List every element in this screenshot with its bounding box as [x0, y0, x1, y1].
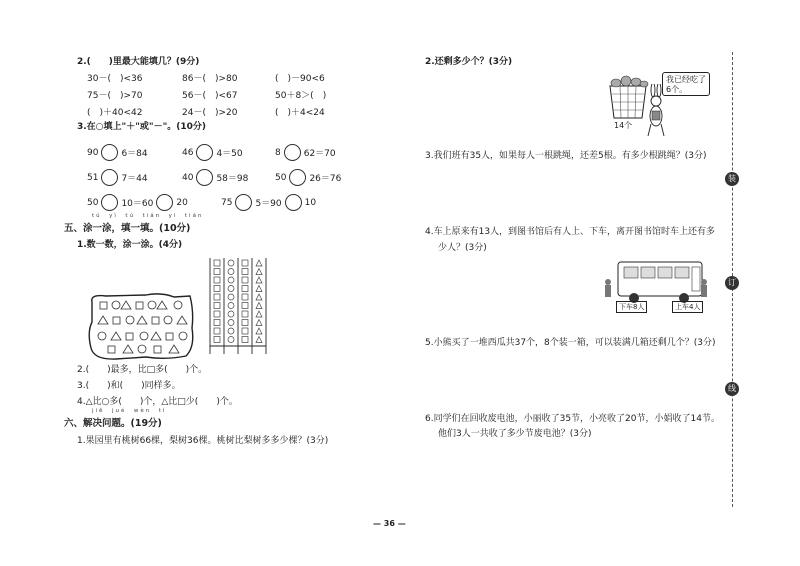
q3-left-num: 90	[87, 147, 99, 158]
operator-circle[interactable]	[196, 169, 213, 186]
q2-item[interactable]: 24－( )>20	[182, 108, 238, 118]
q2-item[interactable]: 50＋8＞( )	[275, 91, 327, 101]
count-cell	[242, 328, 248, 334]
count-cell	[242, 311, 248, 317]
page-number: — 36 —	[373, 519, 406, 528]
bus-label-off: 下车8人	[616, 301, 647, 313]
operator-circle[interactable]	[156, 194, 173, 211]
q3-expr: 4＝50	[216, 149, 243, 159]
q2-item[interactable]: 86－( )>80	[182, 74, 238, 84]
count-cell	[228, 328, 234, 334]
operator-circle[interactable]	[289, 169, 306, 186]
q3-grid	[87, 140, 341, 215]
operator-circle[interactable]	[101, 144, 118, 161]
speech-bubble	[662, 72, 710, 96]
count-cell	[256, 320, 262, 326]
r-q3: 3.我们班有35人，如果每人一根跳绳，还差5根。有多少根跳绳？(3分)	[425, 151, 707, 161]
count-cell	[242, 294, 248, 300]
q3-expr: 62＝70	[303, 149, 336, 159]
q3-expr: 10＝60	[121, 199, 154, 209]
q2-item[interactable]: 56－( )<67	[182, 91, 238, 101]
q3-left-num: 75	[221, 197, 233, 208]
count-cell	[228, 286, 234, 292]
q3-title: 3.在○填上"＋"或"－"。(10分)	[77, 122, 207, 132]
speech-bubble-text: 我已经吃了6个。	[666, 75, 706, 94]
sec6-title: 六、解决问题。(19分)	[64, 418, 162, 429]
r-q2: 2.还剩多少个？(3分)	[425, 57, 513, 67]
count-cell	[256, 328, 262, 334]
q3-right-num: 20	[176, 197, 188, 208]
q3-left-num: 46	[182, 147, 194, 158]
count-cell	[214, 328, 220, 334]
q2-item[interactable]: ( )＋40<42	[87, 108, 143, 118]
count-cell	[242, 337, 248, 343]
r-q5: 5.小熊买了一堆西瓜共37个，8个装一箱，可以装满几箱还剩几个？(3分)	[425, 338, 716, 348]
q2-grid	[87, 69, 326, 120]
q3-left-num: 50	[87, 197, 99, 208]
q2-item[interactable]: 75－( )>70	[87, 91, 143, 101]
count-cell	[256, 294, 262, 300]
sec6-q1: 1.果园里有桃树66棵，梨树36棵。桃树比梨树多多少棵？(3分)	[77, 436, 329, 446]
bus-label-on: 上车4人	[672, 301, 703, 313]
sec5-pinyin: tú yì tú tián yi tián	[92, 213, 204, 219]
binding-mark: 线	[725, 382, 739, 396]
operator-circle[interactable]	[235, 194, 252, 211]
count-cell	[242, 303, 248, 309]
count-cell	[228, 337, 234, 343]
q3-expr: 5＝90	[255, 199, 282, 209]
q2-item[interactable]: 30－( )<36	[87, 74, 143, 84]
count-cell	[256, 277, 262, 283]
count-cell	[242, 286, 248, 292]
r-q4-line1: 4.车上原来有13人，到图书馆后有人上、下车，离开图书馆时车上还有多	[425, 227, 716, 237]
count-cell	[256, 337, 262, 343]
count-cell	[228, 277, 234, 283]
count-cell	[228, 320, 234, 326]
r-q6-line1: 6.同学们在回收废电池，小丽收了35节，小亮收了20节，小娟收了14节。	[425, 414, 720, 424]
count-cell	[214, 303, 220, 309]
sec5-q1: 1.数一数，涂一涂。(4分)	[77, 240, 183, 250]
count-cell	[242, 320, 248, 326]
count-cell	[214, 320, 220, 326]
count-cell	[214, 337, 220, 343]
count-cell	[228, 294, 234, 300]
operator-circle[interactable]	[196, 144, 213, 161]
binding-mark: 装	[725, 172, 739, 186]
count-cell	[214, 286, 220, 292]
sec5-q2: 2.( )最多，比□多( )个。	[77, 365, 208, 375]
count-cell	[256, 269, 262, 275]
count-cell	[214, 311, 220, 317]
operator-circle[interactable]	[284, 144, 301, 161]
counting-columns	[208, 256, 270, 356]
count-cell	[242, 277, 248, 283]
operator-circle[interactable]	[285, 194, 302, 211]
q2-title: 2.( )里最大能填几？(9分)	[77, 57, 200, 67]
count-cell	[256, 286, 262, 292]
count-cell	[256, 303, 262, 309]
q2-item[interactable]: ( )＋4<24	[275, 108, 325, 118]
q3-expr: 58＝98	[216, 174, 249, 184]
sec5-q3: 3.( )和( )同样多。	[77, 381, 181, 391]
q3-right-num: 10	[304, 197, 317, 208]
sec6-pinyin: jiě jué wèn tí	[92, 408, 167, 414]
count-cell	[214, 277, 220, 283]
basket-label: 14个	[614, 121, 633, 130]
count-cell	[214, 294, 220, 300]
count-cell	[242, 269, 248, 275]
q3-left-num: 8	[275, 147, 281, 158]
shapes-blob	[86, 292, 196, 362]
count-cell	[256, 311, 262, 317]
sec5-title: 五、涂一涂，填一填。(10分)	[64, 223, 191, 234]
sec5-q4: 4.△比○多( )个，△比□少( )个。	[77, 397, 238, 407]
count-cell	[256, 260, 262, 266]
q3-left-num: 50	[275, 172, 287, 183]
operator-circle[interactable]	[101, 194, 118, 211]
q3-expr: 7＝44	[121, 174, 148, 184]
r-q6-line2: 他们3人一共收了多少节废电池？(3分)	[438, 429, 592, 439]
count-cell	[228, 269, 234, 275]
binding-mark: 订	[725, 276, 739, 290]
count-cell	[214, 269, 220, 275]
count-cell	[214, 260, 220, 266]
q3-expr: 26＝76	[309, 174, 342, 184]
operator-circle[interactable]	[101, 169, 118, 186]
count-cell	[228, 260, 234, 266]
q3-left-num: 51	[87, 172, 99, 183]
q2-item[interactable]: ( )－90<6	[275, 74, 325, 84]
count-cell	[242, 260, 248, 266]
r-q4-line2: 少人？(3分)	[438, 243, 487, 253]
q3-expr: 6＝84	[121, 149, 148, 159]
count-cell	[228, 303, 234, 309]
count-cell	[228, 311, 234, 317]
q3-left-num: 40	[182, 172, 194, 183]
